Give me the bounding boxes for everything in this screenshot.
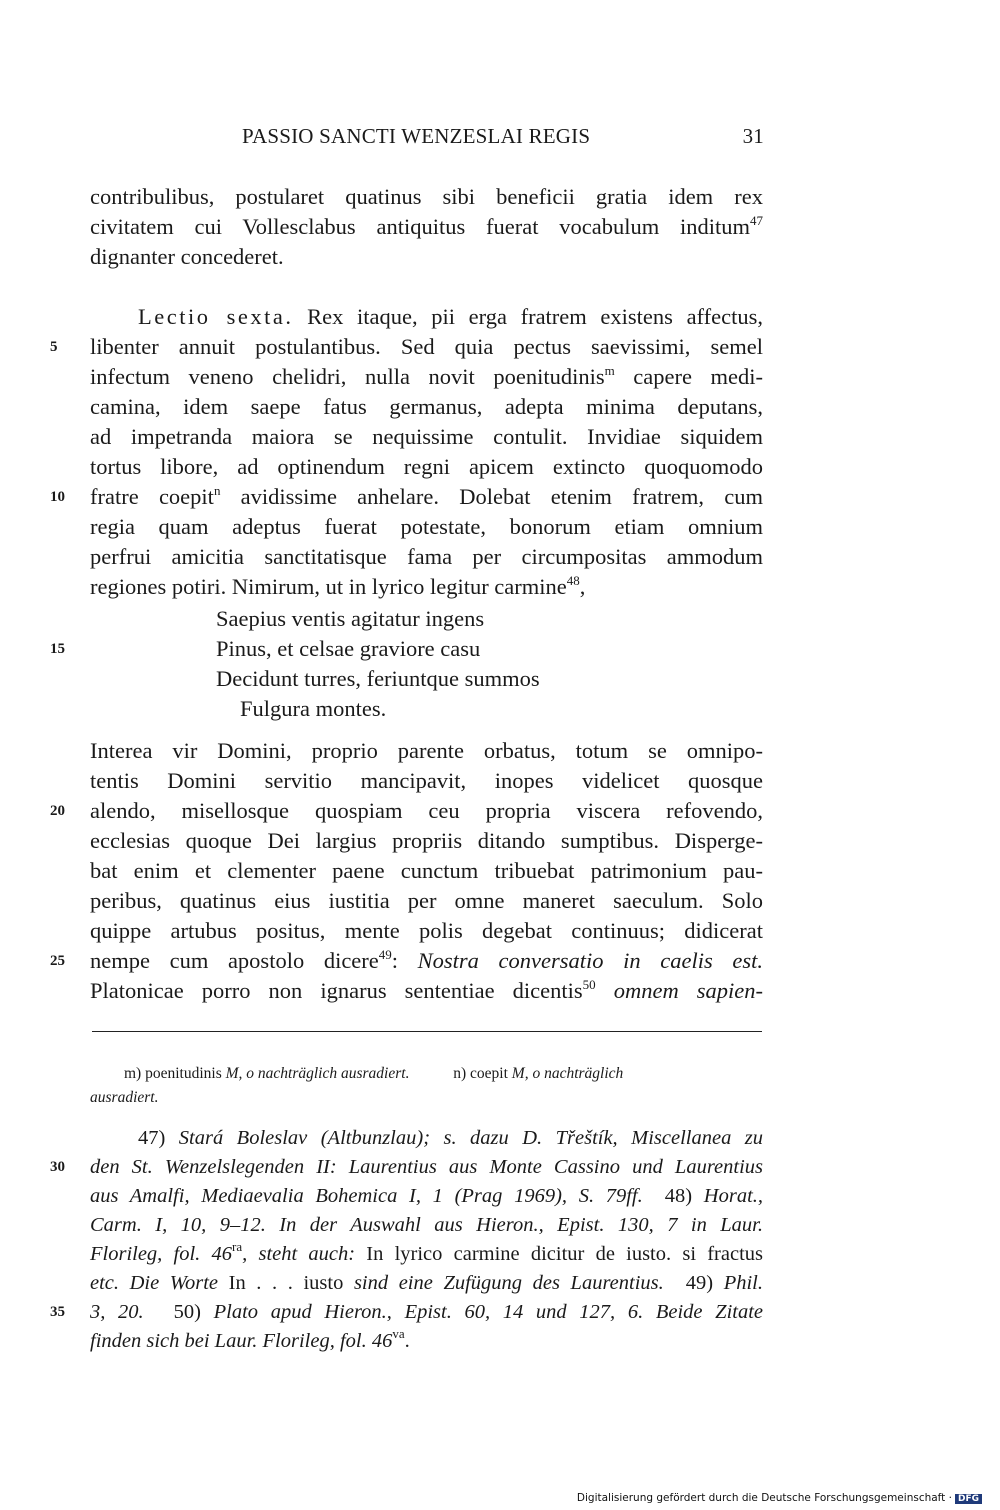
footnote-line: 3, 20. 50) Plato apud Hieron., Epist. 60, 14 und 127, 6. Beide Zitate	[90, 1301, 764, 1323]
verse-line: Pinus, et celsae graviore casu	[216, 636, 481, 661]
text-line: tentis Domini servitio mancipavit, inopes videlicet quosque	[90, 768, 763, 793]
apparatus-ref: m	[604, 363, 615, 378]
apparatus-line: ausradiert.	[90, 1089, 159, 1106]
footnote-ref: 48	[566, 573, 580, 588]
text-line: nempe cum apostolo dicere$^{49}$: Nostra conversatio in caelis est.	[90, 947, 763, 973]
line-number: 5	[50, 339, 58, 355]
apparatus-ref: n	[213, 483, 221, 498]
footnote-ref: 47	[750, 213, 763, 228]
page-number: 31	[742, 124, 764, 148]
text-line: regiones potiri. Nimirum, ut in lyrico legitur carmine$^{48}$,	[90, 573, 586, 599]
footnote-ref: 49	[378, 947, 392, 962]
digitization-credit: Digitalisierung gefördert durch die Deutsche Forschungsgemeinschaft · DFG	[577, 1492, 982, 1504]
text-line: ad impetranda maiora se nequissime contulit. Invidiae siquidem	[90, 424, 763, 449]
footnote-ref: 50	[582, 977, 596, 992]
quotation: omnem sapien-	[613, 978, 763, 1003]
text-line: Platonicae porro non ignarus sententiae dicentis$^{50}$ omnem sapien-	[90, 977, 763, 1003]
text-line: dignanter concederet.	[90, 244, 284, 269]
text-line: perfrui amicitia sanctitatisque fama per circumpositas ammodum	[90, 544, 763, 569]
lectio-heading: Lectio sexta.	[138, 304, 294, 329]
text-line: regia quam adeptus fuerat potestate, bonorum etiam omnium	[90, 514, 763, 539]
verse-line: Saepius ventis agitatur ingens	[216, 606, 485, 631]
text-line: peribus, quatinus eius iustitia per omne maneret saeculum. Solo	[90, 888, 763, 913]
text-line: civitatem cui Vollesclabus antiquitus fuerat vocabulum inditum$^{47}$	[90, 213, 763, 239]
footnote-line: aus Amalfi, Mediaevalia Bohemica I, 1 (Prag 1969), S. 79ff. 48) Horat.,	[90, 1185, 764, 1207]
running-title: PASSIO SANCTI WENZESLAI REGIS	[242, 124, 591, 148]
text-line: tortus libore, ad optinendum regni apicem extincto quoquomodo	[90, 454, 763, 479]
footnote-rule	[92, 1031, 762, 1032]
text-line: Lectio sexta. Rex itaque, pii erga fratrem existens affectus,	[138, 304, 763, 329]
footnote-line: den St. Wenzelslegenden II: Laurentius aus Monte Cassino und Laurentius	[90, 1156, 763, 1178]
text-line: infectum veneno chelidri, nulla novit poenitudinis$^m$ capere medi-	[90, 363, 763, 389]
footnote-line: Carm. I, 10, 9–12. In der Auswahl aus Hieron., Epist. 130, 7 in Laur.	[90, 1214, 763, 1236]
footnote-line: Florileg, fol. $46^{ra}$, steht auch: In lyrico carmine dicitur de iusto. si fractus	[90, 1239, 764, 1265]
line-number: 35	[50, 1304, 65, 1320]
footnote-line: finden sich bei Laur. Florileg, fol. $46^{va}$.	[90, 1326, 410, 1352]
text-line: Interea vir Domini, proprio parente orbatus, totum se omnipo-	[90, 738, 763, 763]
dfg-logo: DFG	[955, 1494, 982, 1504]
line-number: 10	[50, 489, 65, 505]
line-number: 30	[50, 1159, 65, 1175]
text-line: contribulibus, postularet quatinus sibi beneficii gratia idem rex	[90, 184, 763, 209]
verse-line: Decidunt turres, feriuntque summos	[216, 666, 540, 691]
quotation: Nostra conversatio in caelis est.	[417, 948, 763, 973]
line-number: 25	[50, 953, 65, 969]
text-line: quippe artubus positus, mente polis degebat continuus; didicerat	[90, 918, 763, 943]
footnote-line: etc. Die Worte In . . . iusto sind eine Zufügung des Laurentius. 49) Phil.	[90, 1272, 764, 1294]
text-line: camina, idem saepe fatus germanus, adepta minima deputans,	[90, 394, 763, 419]
text-line: alendo, misellosque quospiam ceu propria viscera refovendo,	[90, 798, 763, 823]
text-line: bat enim et clementer paene cunctum tribuebat patrimonium pau-	[90, 858, 763, 883]
apparatus-line: m) poenitudinis M, o nachträglich ausradiert. n) coepit M, o nachträglich	[124, 1065, 624, 1082]
text-line: fratre coepit$^n$ avidissime anhelare. Dolebat etenim fratrem, cum	[90, 483, 763, 509]
line-number: 15	[50, 641, 65, 657]
text-line: libenter annuit postulantibus. Sed quia pectus saevissimi, semel	[90, 334, 763, 359]
running-header	[242, 124, 764, 156]
verse-line: Fulgura montes.	[240, 696, 387, 721]
line-number: 20	[50, 803, 65, 819]
footnote-line: 47) Stará Boleslav (Altbunzlau); s. dazu D. Třeštík, Miscellanea zu	[138, 1127, 764, 1149]
text-line: ecclesias quoque Dei largius propriis ditando sumptibus. Disperge-	[90, 828, 763, 853]
